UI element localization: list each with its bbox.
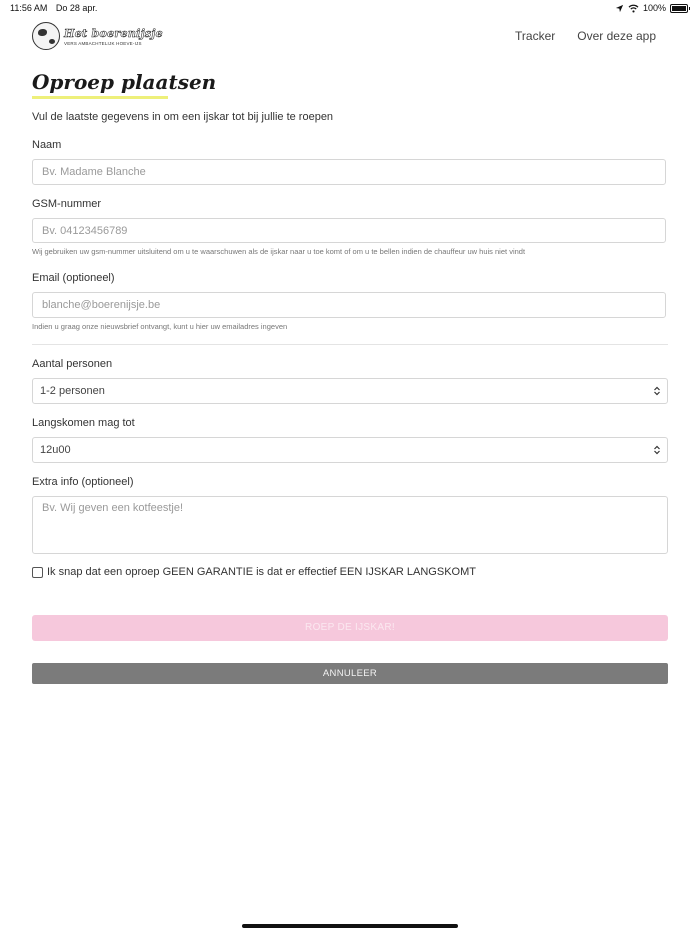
call-icecart-button[interactable]: ROEP DE IJSKAR! (32, 615, 668, 641)
email-label: Email (optioneel) (32, 272, 115, 284)
persons-label: Aantal personen (32, 358, 113, 370)
email-input[interactable] (32, 292, 666, 318)
agree-row (32, 566, 476, 578)
extra-info-placeholder: Bv. Wij geven een kotfeestje! (42, 502, 184, 514)
until-select[interactable] (32, 437, 668, 463)
battery-icon (670, 4, 688, 13)
agree-label[interactable]: Ik snap dat een oproep GEEN GARANTIE is dat er effectief EEN IJSKAR LANGSKOMT (47, 566, 476, 578)
page-title: Oproep plaatsen (32, 70, 217, 94)
chevron-up-down-icon (653, 386, 661, 396)
cancel-button[interactable]: ANNULEER (32, 663, 668, 684)
name-label: Naam (32, 139, 62, 151)
name-input[interactable] (32, 159, 666, 185)
title-underline (32, 96, 168, 99)
brand-logo[interactable] (32, 22, 163, 50)
main-nav (515, 29, 656, 43)
phone-help-text: Wij gebruiken uw gsm-nummer uitsluitend om u te waarschuwen als de ijskar naar u toe komt of om u te bellen indien de chauffeur uw huis niet vindt (32, 247, 526, 256)
logo-name: Het boerenijsje (64, 26, 163, 40)
phone-input[interactable] (32, 218, 666, 243)
wifi-icon (628, 4, 639, 13)
nav-about[interactable]: Over deze app (577, 29, 656, 43)
intro-text: Vul de laatste gegevens in om een ijskar tot bij jullie te roepen (32, 111, 334, 123)
status-date: Do 28 apr. (55, 3, 98, 13)
agree-checkbox[interactable] (32, 567, 43, 578)
email-help-text: Indien u graag onze nieuwsbrief ontvangt, kunt u hier uw emailadres ingeven (32, 322, 288, 331)
chevron-up-down-icon (653, 445, 661, 455)
header (32, 22, 668, 52)
nav-tracker[interactable]: Tracker (515, 29, 556, 43)
battery-percentage: 100% (642, 3, 666, 13)
persons-select[interactable] (32, 378, 668, 404)
phone-label: GSM-nummer (32, 198, 102, 210)
until-selected-value: 12u00 (40, 444, 71, 456)
until-label: Langskomen mag tot (32, 417, 135, 429)
logo-tagline: VERS AMBACHTELIJK HOEVE-IJS (64, 40, 142, 46)
section-divider (32, 344, 668, 345)
status-time: 11:56 AM (10, 3, 48, 13)
battery-tip (689, 7, 690, 10)
persons-selected-value: 1-2 personen (40, 385, 105, 397)
extra-info-textarea[interactable] (32, 496, 668, 554)
location-icon (615, 4, 624, 13)
status-bar (0, 0, 700, 16)
extra-info-label: Extra info (optioneel) (32, 476, 134, 488)
cow-icon (32, 22, 60, 50)
home-indicator[interactable] (242, 924, 458, 928)
